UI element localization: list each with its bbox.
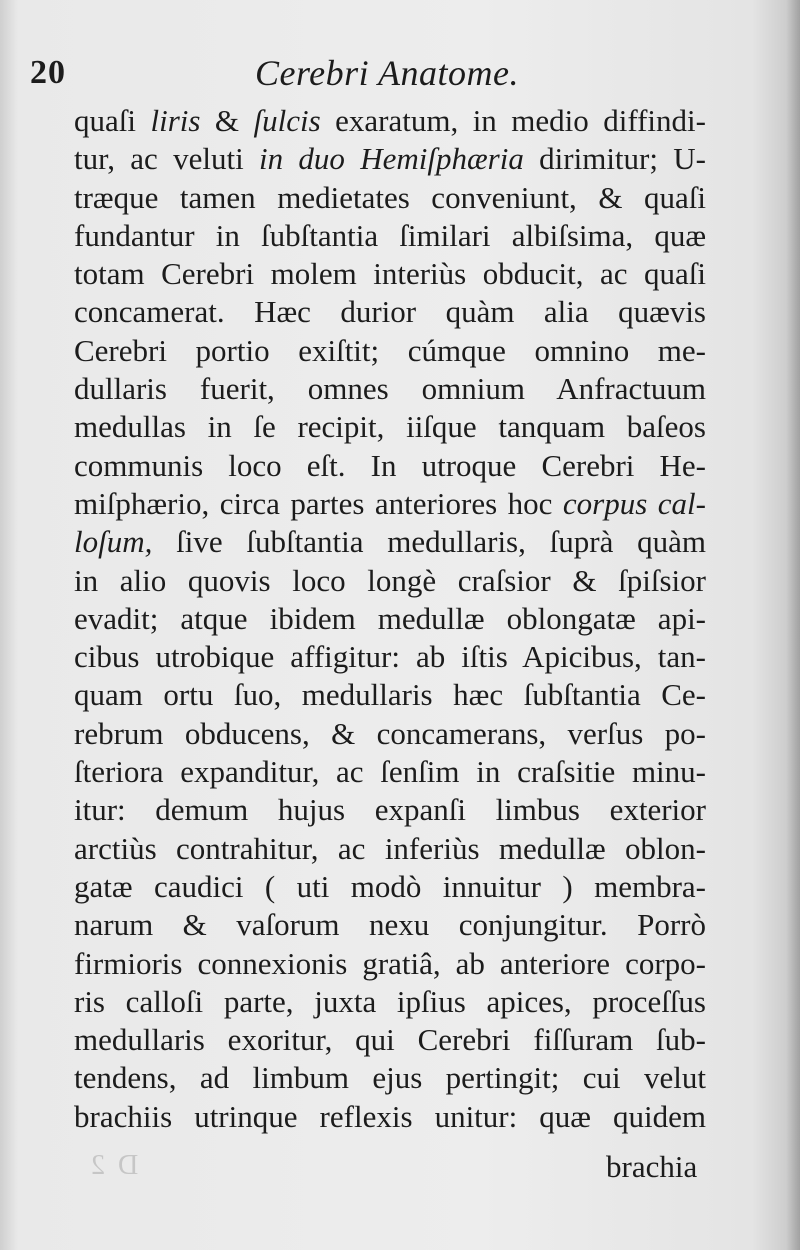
text-run: brachiis utrinque reflexis unitur: quæ quidem: [74, 1098, 706, 1134]
text-run: &: [200, 103, 254, 138]
text-line: [74, 600, 706, 638]
text-line: [74, 983, 706, 1021]
text-run: ris calloſi parte, juxta ipſius apices, proceſſus: [74, 983, 706, 1019]
text-line: [74, 255, 706, 293]
text-line: [74, 830, 706, 868]
text-line: [74, 868, 706, 906]
italic-text: in duo Hemiſphæria: [259, 141, 524, 177]
text-run: medullaris exoritur, qui Cerebri fiſſuram ſub-: [74, 1022, 706, 1058]
text-line: [74, 791, 706, 829]
body-text: [74, 102, 706, 1136]
italic-text: loſum,: [74, 524, 153, 560]
text-line: [74, 332, 706, 370]
text-line: [74, 945, 706, 983]
text-run: narum & vaſorum nexu conjungitur. Porrò: [74, 907, 706, 943]
text-run: tendens, ad limbum ejus pertingit; cui velut: [74, 1060, 706, 1096]
text-run: ſive ſubſtantia medullaris, ſuprà quàm: [152, 524, 706, 560]
text-run: cibus utrobique affigitur: ab iſtis Apicibus, tan-: [74, 639, 706, 675]
text-line: [74, 485, 706, 523]
text-run: totam Cerebri molem interiùs obducit, ac quaſi: [74, 256, 706, 292]
text-run: concamerat. Hæc durior quàm alia quævis: [74, 294, 706, 330]
text-run: ſteriora expanditur, ac ſenſim in craſsitie minu-: [74, 754, 706, 790]
text-run: dullaris fuerit, omnes omnium Anfractuum: [74, 371, 706, 407]
text-line: [74, 408, 706, 446]
text-run: quam ortu ſuo, medullaris hæc ſubſtantia Ce-: [74, 677, 706, 713]
text-run: exaratum, in medio diffindi-: [320, 103, 706, 138]
text-run: itur: demum hujus expanſi limbus exterior: [74, 792, 706, 828]
text-line: [74, 1021, 706, 1059]
text-line: [74, 140, 706, 178]
text-line: [74, 753, 706, 791]
text-run: rebrum obducens, & concamerans, verſus po-: [74, 715, 706, 751]
text-line: [74, 1098, 706, 1136]
text-line: [74, 906, 706, 944]
text-run: quaſi: [74, 103, 151, 138]
text-run: tur, ac veluti: [74, 141, 259, 177]
page-header: [0, 52, 800, 96]
catchword: brachia: [606, 1149, 698, 1184]
text-run: firmioris connexionis gratiâ, ab anteriore corpo-: [74, 945, 706, 981]
bleed-through-text: D 2: [88, 1150, 139, 1181]
text-line: [74, 102, 706, 140]
text-line: [74, 217, 706, 255]
text-run: gatæ caudici ( uti modò innuitur ) membra-: [74, 868, 706, 904]
text-run: communis loco eſt. In utroque Cerebri He-: [74, 447, 706, 483]
italic-text: corpus cal-: [562, 485, 706, 521]
text-run: miſphærio, circa partes anteriores hoc: [74, 485, 563, 521]
text-run: Cerebri portio exiſtit; cúmque omnino me-: [74, 332, 706, 368]
text-line: [74, 293, 706, 331]
text-line: [74, 179, 706, 217]
page-number: 20: [30, 54, 66, 91]
text-run: fundantur in ſubſtantia ſimilari albiſsima, quæ: [74, 217, 706, 253]
italic-text: liris: [150, 103, 201, 138]
page-edge-shadow: [786, 0, 800, 1250]
text-line: [74, 1059, 706, 1097]
text-line: [74, 715, 706, 753]
text-line: [74, 638, 706, 676]
text-run: evadit; atque ibidem medullæ oblongatæ api-: [74, 600, 706, 636]
text-run: medullas in ſe recipit, iiſque tanquam baſeos: [74, 409, 706, 445]
text-line: [74, 676, 706, 714]
text-run: in alio quovis loco longè craſsior & ſpiſsior: [74, 562, 706, 598]
text-run: arctiùs contrahitur, ac inferiùs medullæ oblon-: [74, 830, 706, 866]
text-line: [74, 370, 706, 408]
text-run: dirimitur; U-: [523, 141, 706, 177]
running-title: Cerebri Anatome.: [255, 53, 519, 93]
text-line: [74, 562, 706, 600]
text-run: træque tamen medietates conveniunt, & quaſi: [74, 179, 706, 215]
italic-text: ſulcis: [253, 103, 321, 138]
text-line: [74, 447, 706, 485]
text-line: [74, 523, 706, 561]
